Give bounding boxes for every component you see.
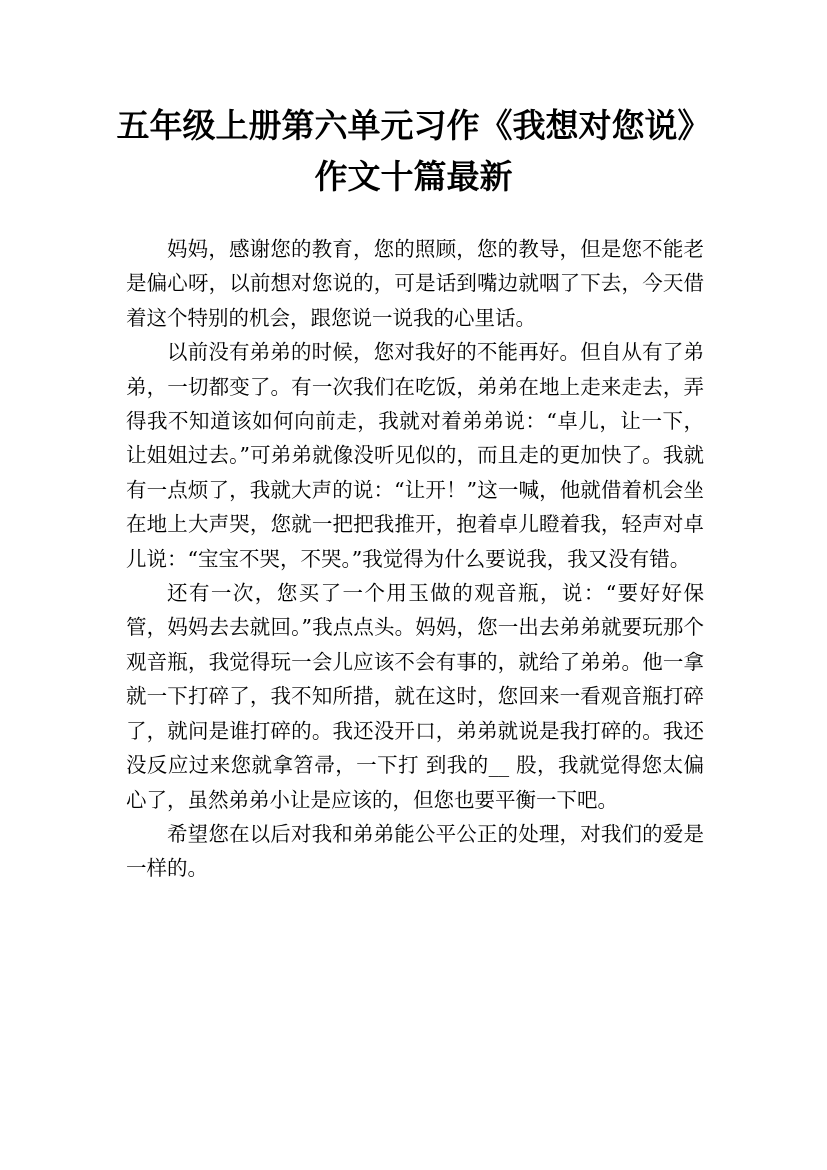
document-body	[126, 232, 704, 886]
paragraph: 希望您在以后对我和弟弟能公平公正的处理，对我们的爱是一样的。	[126, 821, 704, 881]
paragraph: 还有一次，您买了一个用玉做的观音瓶，说：“要好好保管，妈妈去去就回。”我点点头。妈妈，您一出去弟弟就要玩那个观音瓶，我觉得玩一会儿应该不会有事的，就给了弟弟。他一拿就一下打碎了，我不知所措，就在这时，您回来一看观音瓶打碎了，就问是谁打碎的。我还没开口，弟弟就说是我打碎的。我还没反应过来您就拿笤帚，一下打 到我的__ 股，我就觉得您太偏心了，虽然弟弟小让是应该的，但您也要平衡一下吧。	[126, 581, 704, 812]
paragraph: 妈妈，感谢您的教育，您的照顾，您的教导，但是您不能老是偏心呀，以前想对您说的，可是话到嘴边就咽了下去，今天借着这个特别的机会，跟您说一说我的心里话。	[126, 237, 704, 330]
page-title: 五年级上册第六单元习作《我想对您说》作文十篇最新	[116, 106, 711, 196]
paragraph: 以前没有弟弟的时候，您对我好的不能再好。但自从有了弟弟，一切都变了。有一次我们在吃饭，弟弟在地上走来走去，弄得我不知道该如何向前走，我就对着弟弟说：“卓儿，让一下，让姐姐过去。”可弟弟就像没听见似的，而且走的更加快了。我就有一点烦了，我就大声的说：“让开！”这一喊，他就借着机会坐在地上大声哭，您就一把把我推开，抱着卓儿瞪着我，轻声对卓儿说：“宝宝不哭，不哭。”我觉得为什么要说我，我又没有错。	[126, 340, 704, 571]
